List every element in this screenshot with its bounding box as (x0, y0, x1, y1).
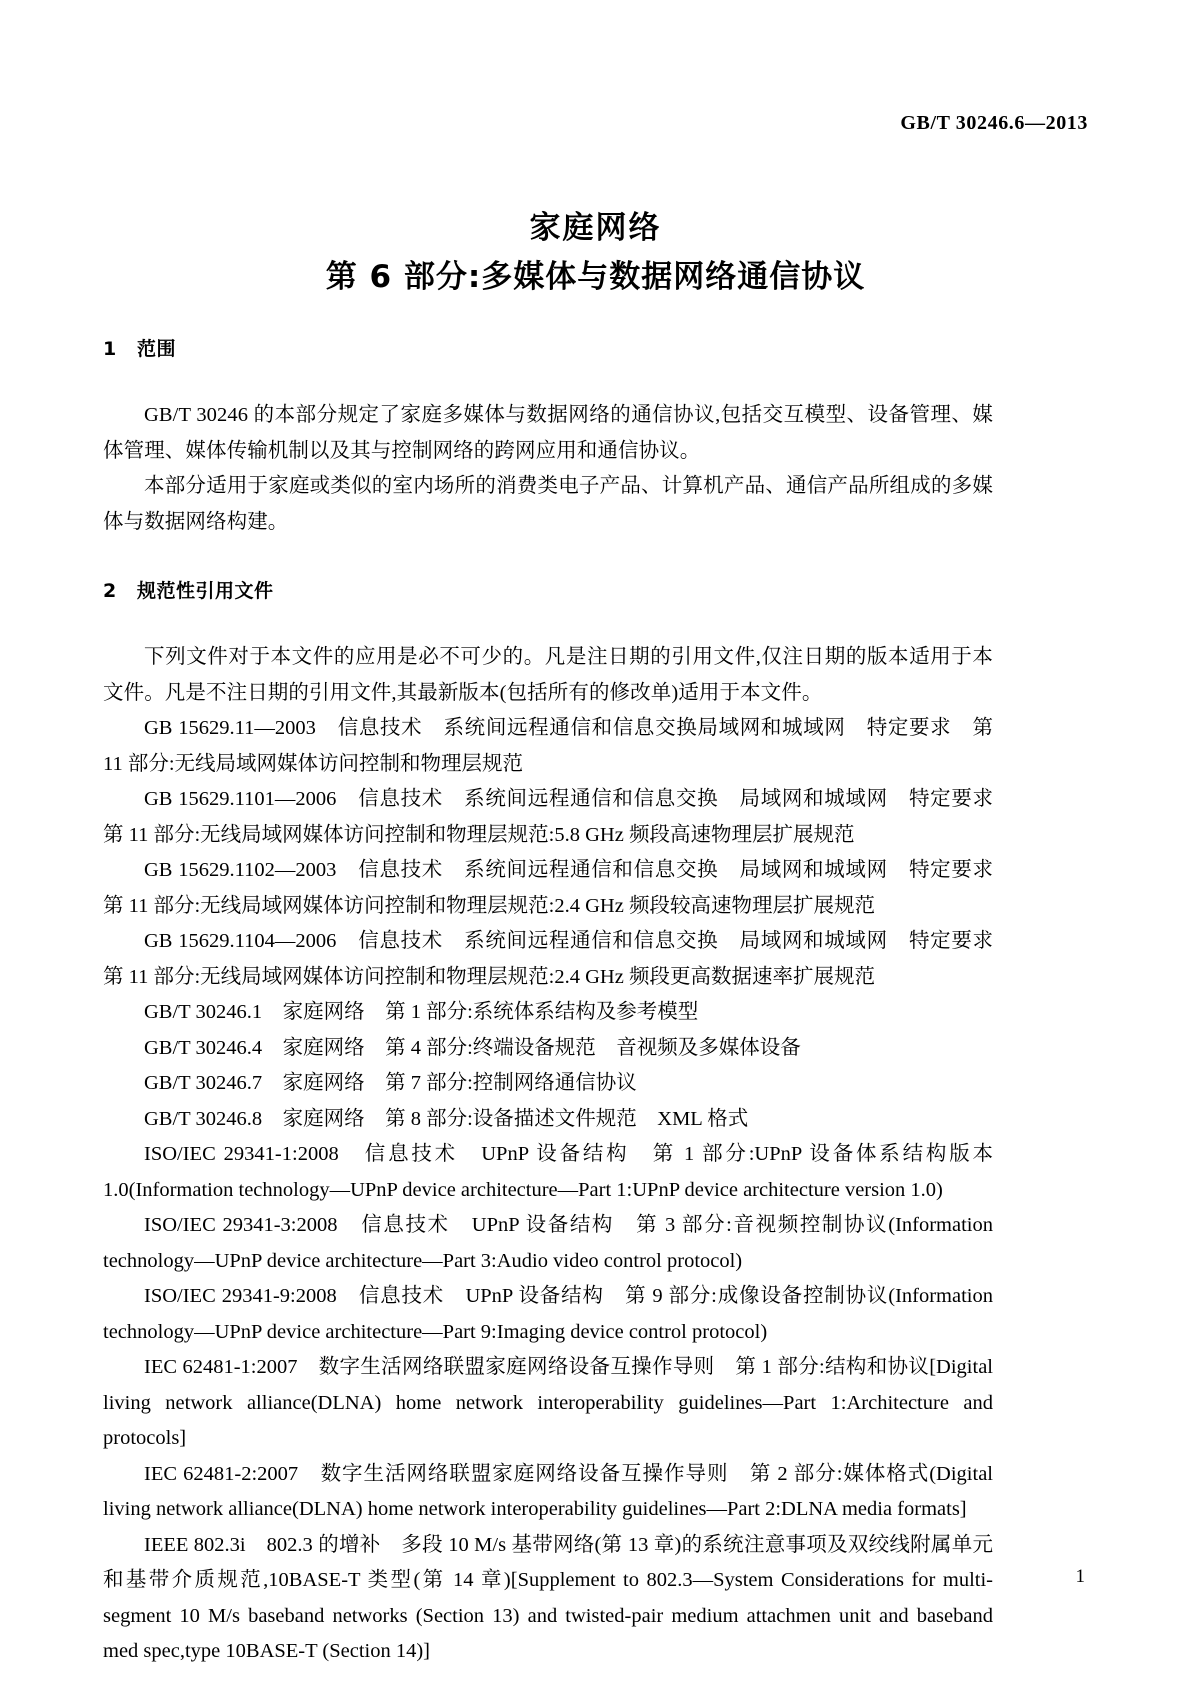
section-number-1: 1 (103, 338, 117, 360)
section-2-paragraph-1: 下列文件对于本文件的应用是必不可少的。凡是注日期的引用文件,仅注日期的版本适用于本文件。凡是不注日期的引用文件,其最新版本(包括所有的修改单)适用于本文件。 (103, 646, 993, 704)
section-number-2: 2 (103, 580, 117, 602)
reference-item: GB 15629.1101—2006 信息技术 系统间远程通信和信息交换 局域网和城域网 特定要求 第 11 部分:无线局域网媒体访问控制和物理层规范:5.8 GHz 频段高速物理层扩展规范 (103, 788, 1014, 846)
reference-item: GB 15629.1102—2003 信息技术 系统间远程通信和信息交换 局域网和城域网 特定要求 第 11 部分:无线局域网媒体访问控制和物理层规范:2.4 GHz 频段较高速物理层扩展规范 (103, 859, 1014, 917)
section-heading-1 (103, 336, 993, 362)
section-title-1: 范围 (137, 338, 177, 360)
section-1-paragraph-2: 本部分适用于家庭或类似的室内场所的消费类电子产品、计算机产品、通信产品所组成的多媒体与数据网络构建。 (103, 475, 993, 533)
spacer-before-heading-2 (103, 540, 993, 578)
reference-item: GB/T 30246.8 家庭网络 第 8 部分:设备描述文件规范 XML 格式 (144, 1107, 749, 1130)
document-body (103, 336, 1014, 1670)
document-title-line2: 第 6 部分:多媒体与数据网络通信协议 (325, 259, 866, 295)
reference-item: ISO/IEC 29341-9:2008 信息技术 UPnP 设备结构 第 9 部分:成像设备控制协议(Information technology—UPnP device architecture—Part 9:Imaging device control protocol) (103, 1285, 993, 1343)
spacer-after-heading-1 (103, 362, 993, 398)
reference-item: IEC 62481-1:2007 数字生活网络联盟家庭网络设备互操作导则 第 1 部分:结构和协议[Digital living network alliance(DLNA) home network interoperability guidelines—Part 1:Architecture and protocols] (103, 1356, 993, 1449)
reference-item: GB/T 30246.1 家庭网络 第 1 部分:系统体系结构及参考模型 (144, 1001, 699, 1023)
document-title-line1: 家庭网络 (529, 210, 662, 246)
normative-references-list (103, 711, 1014, 1670)
reference-item: GB/T 30246.7 家庭网络 第 7 部分:控制网络通信协议 (144, 1072, 637, 1094)
reference-item: ISO/IEC 29341-3:2008 信息技术 UPnP 设备结构 第 3 部分:音视频控制协议(Information technology—UPnP device architecture—Part 3:Audio video control protocol) (103, 1214, 993, 1272)
reference-item: GB 15629.1104—2006 信息技术 系统间远程通信和信息交换 局域网和城域网 特定要求 第 11 部分:无线局域网媒体访问控制和物理层规范:2.4 GHz 频段更高数据速率扩展规范 (103, 930, 1014, 988)
document-title (0, 205, 1191, 303)
spacer-after-heading-2 (103, 604, 993, 640)
page-number: 1 (1075, 1566, 1085, 1587)
reference-item: IEC 62481-2:2007 数字生活网络联盟家庭网络设备互操作导则 第 2 部分:媒体格式(Digital living network alliance(DLNA) home network interoperability guidelines—Part 2:DLNA media formats] (103, 1462, 993, 1520)
reference-item: GB 15629.11—2003 信息技术 系统间远程通信和信息交换局域网和城域网 特定要求 第 11 部分:无线局域网媒体访问控制和物理层规范 (103, 717, 993, 775)
reference-item: ISO/IEC 29341-1:2008 信息技术 UPnP 设备结构 第 1 部分:UPnP 设备体系结构版本 1.0(Information technology—UPnP device architecture—Part 1:UPnP device architecture version 1.0) (103, 1143, 993, 1201)
section-title-2: 规范性引用文件 (137, 580, 274, 602)
reference-item: IEEE 802.3i 802.3 的增补 多段 10 M/s 基带网络(第 13 章)的系统注意事项及双绞线附属单元和基带介质规范,10BASE-T 类型(第 14 章)[Supplement to 802.3—System Considerations for multi-segment 10 M/s baseband networks (Section 13) and twisted-pair medium attachmen unit and baseband med spec,type 10BASE-T (Section 14)] (103, 1533, 993, 1662)
section-1-paragraph-1: GB/T 30246 的本部分规定了家庭多媒体与数据网络的通信协议,包括交互模型、设备管理、媒体管理、媒体传输机制以及其与控制网络的跨网应用和通信协议。 (103, 404, 993, 462)
reference-item: GB/T 30246.4 家庭网络 第 4 部分:终端设备规范 音视频及多媒体设备 (144, 1036, 801, 1059)
page-header-standard-number: GB/T 30246.6—2013 (900, 112, 1088, 134)
section-heading-2 (103, 578, 993, 604)
